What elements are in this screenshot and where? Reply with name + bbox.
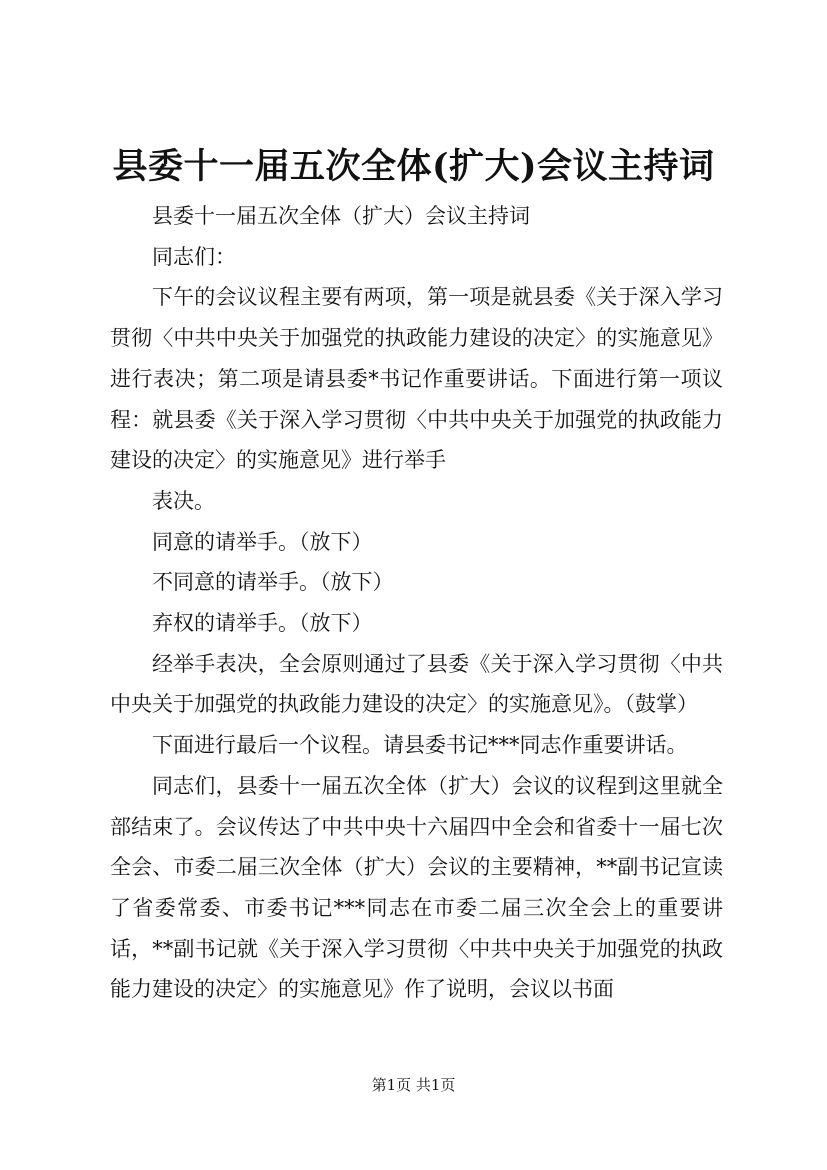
document-body [110, 196, 723, 1010]
paragraph-next-agenda: 下面进行最后一个议程。请县委书记***同志作重要讲话。 [152, 733, 688, 758]
paragraph-conclusion: 同志们，县委十一届五次全体（扩大）会议的议程到这里就全部结束了。会议传达了中共中央十六届四中全会和省委十一届七次全会、市委二届三次全体（扩大）会议的主要精神，**副书记宣读了省委常委、市委书记***同志在市委二届三次全会上的重要讲话，**副书记就《关于深入学习贯彻〈中共中央关于加强党的执政能力建设的决定〉的实施意见》作了说明，会议以书面 [110, 773, 723, 1002]
paragraph-subtitle: 县委十一届五次全体（扩大）会议主持词 [152, 204, 530, 228]
paragraph-disagree: 不同意的请举手。（放下） [152, 570, 394, 595]
paragraph-vote: 表决。 [152, 488, 215, 513]
document-title: 县委十一届五次全体(扩大)会议主持词 [112, 146, 715, 187]
page-number-footer: 第1页 共1页 [371, 1076, 456, 1094]
paragraph-vote-result: 经举手表决，全会原则通过了县委《关于深入学习贯彻〈中共中央关于加强党的执政能力建设的决定〉的实施意见》。（鼓掌） [110, 651, 723, 717]
paragraph-agenda: 下午的会议议程主要有两项，第一项是就县委《关于深入学习贯彻〈中共中央关于加强党的执政能力建设的决定〉的实施意见》进行表决；第二项是请县委*书记作重要讲话。下面进行第一项议程：就县委《关于深入学习贯彻〈中共中央关于加强党的执政能力建设的决定〉的实施意见》进行举手 [110, 285, 723, 473]
paragraph-agree: 同意的请举手。（放下） [152, 529, 373, 554]
paragraph-abstain: 弃权的请举手。（放下） [152, 611, 373, 636]
paragraph-salutation: 同志们： [152, 244, 236, 269]
